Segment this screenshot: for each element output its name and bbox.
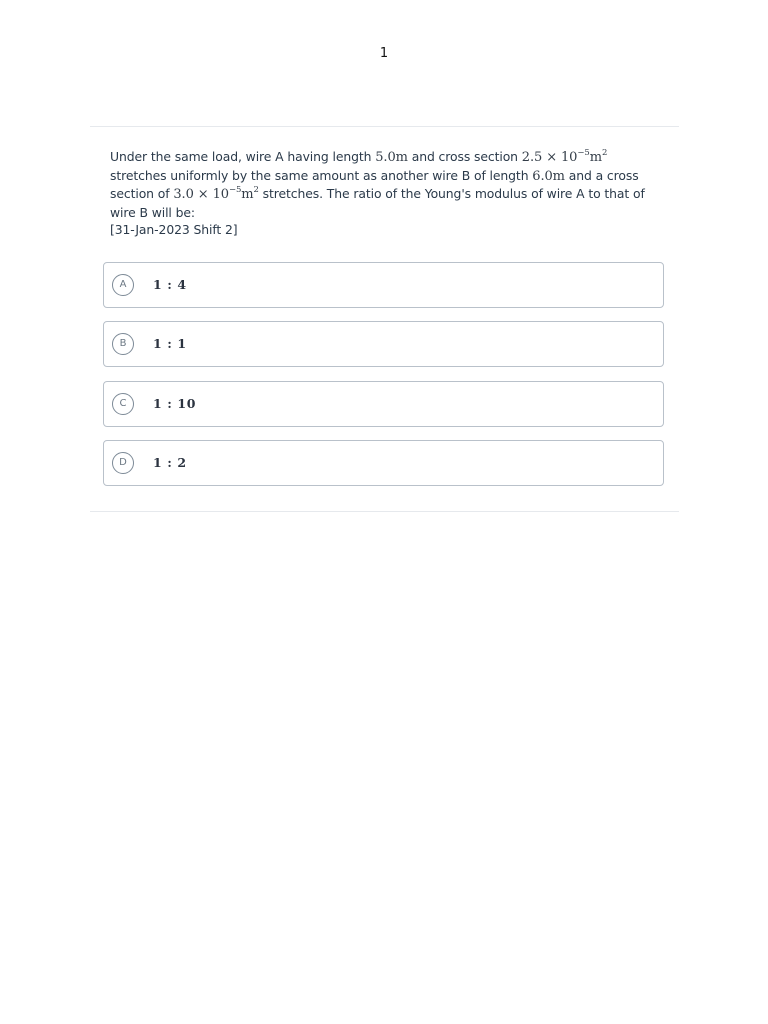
option-a[interactable] [103,262,664,308]
bottom-divider [90,511,679,512]
option-d-badge: D [112,452,134,474]
top-divider [90,126,679,127]
option-a-value: 1 : 4 [153,277,187,292]
option-a-badge: A [112,274,134,296]
question-text-segment: stretches. The ratio of the Young's modulus of wire A to that of [258,186,645,201]
math-unit: m [241,187,254,202]
question-text [110,148,655,239]
question-line-4: wire B will be: [110,204,195,220]
math-coefficient: 2.5 × 10 [521,150,578,165]
question-line-1 [110,148,655,167]
option-c-value: 1 : 10 [153,396,197,411]
math-unit: m [589,150,602,165]
exam-reference: [31-Jan-2023 Shift 2] [110,222,238,237]
math-length-b: 6.0m [532,168,565,184]
math-cross-section-b [173,187,258,202]
question-text-segment: and a cross [564,167,639,183]
math-unit-exponent: 2 [253,185,259,195]
math-unit-exponent: 2 [601,148,608,158]
question-text-segment: Under the same load, wire A having length [110,149,376,164]
question-line-3 [110,185,655,204]
math-cross-section-a [522,150,607,165]
option-b-badge: B [112,333,134,355]
option-b-value: 1 : 1 [153,336,187,351]
math-exponent: −5 [577,148,590,158]
math-length-a: 5.0m [375,150,408,165]
option-c-badge: C [112,393,134,415]
option-d-value: 1 : 2 [153,455,187,470]
question-text-segment: and cross section [407,149,522,164]
question-text-segment: stretches uniformly by the same amount as another wire B of length [110,167,533,183]
math-coefficient: 3.0 × 10 [173,187,229,202]
page-number: 1 [379,46,389,61]
option-b[interactable] [103,321,664,367]
option-d[interactable] [103,440,664,486]
question-text-segment: section of [110,186,174,201]
question-line-2 [110,167,655,186]
option-c[interactable] [103,381,664,427]
math-exponent: −5 [228,185,242,195]
